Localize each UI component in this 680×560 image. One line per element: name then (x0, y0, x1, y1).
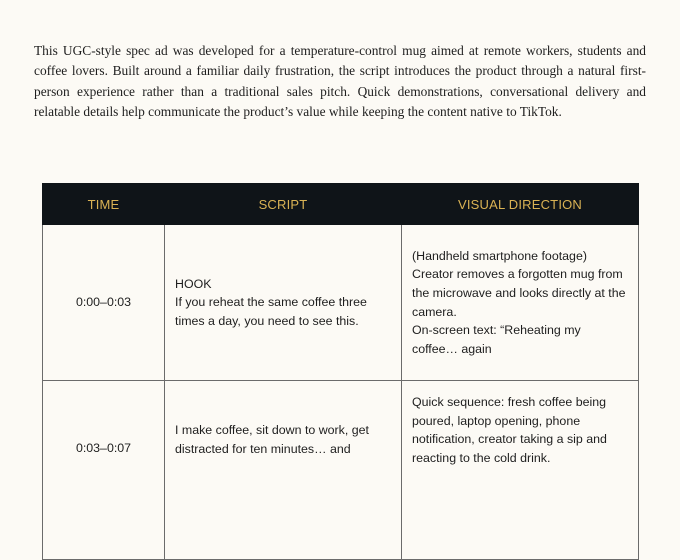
visual-direction-cell: Quick sequence: fresh coffee being poured, laptop opening, phone notification, creator taking a sip and reacting to the cold drink. (402, 381, 639, 560)
header-time: TIME (43, 184, 165, 225)
header-visual-direction: VISUAL DIRECTION (402, 184, 639, 225)
time-cell: 0:00–0:03 (43, 225, 165, 381)
script-table (42, 183, 639, 560)
header-script: SCRIPT (165, 184, 402, 225)
script-section-title: HOOK (175, 276, 212, 291)
script-text: If you reheat the same coffee three times a day, you need to see this. (175, 295, 367, 328)
intro-paragraph: This UGC-style spec ad was developed for a temperature-control mug aimed at remote workers, students and coffee lovers. Built around a familiar daily frustration, the script introduces the product through a natural first-person experience rather than a traditional sales pitch. Quick demonstrations, conversational delivery and relatable details help communicate the product’s value while keeping the content native to TikTok. (34, 43, 646, 119)
time-cell: 0:03–0:07 (43, 381, 165, 560)
visual-line: On-screen text: “Reheating my coffee… again (412, 323, 581, 356)
script-cell: I make coffee, sit down to work, get distracted for ten minutes… and (165, 381, 402, 560)
table-row (43, 381, 639, 560)
visual-line: (Handheld smartphone footage) (412, 248, 587, 263)
visual-line: Creator removes a forgotten mug from the microwave and looks directly at the camera. (412, 267, 626, 319)
visual-direction-cell (402, 225, 639, 381)
table-header-row (43, 184, 639, 225)
table-row (43, 225, 639, 381)
script-cell (165, 225, 402, 381)
